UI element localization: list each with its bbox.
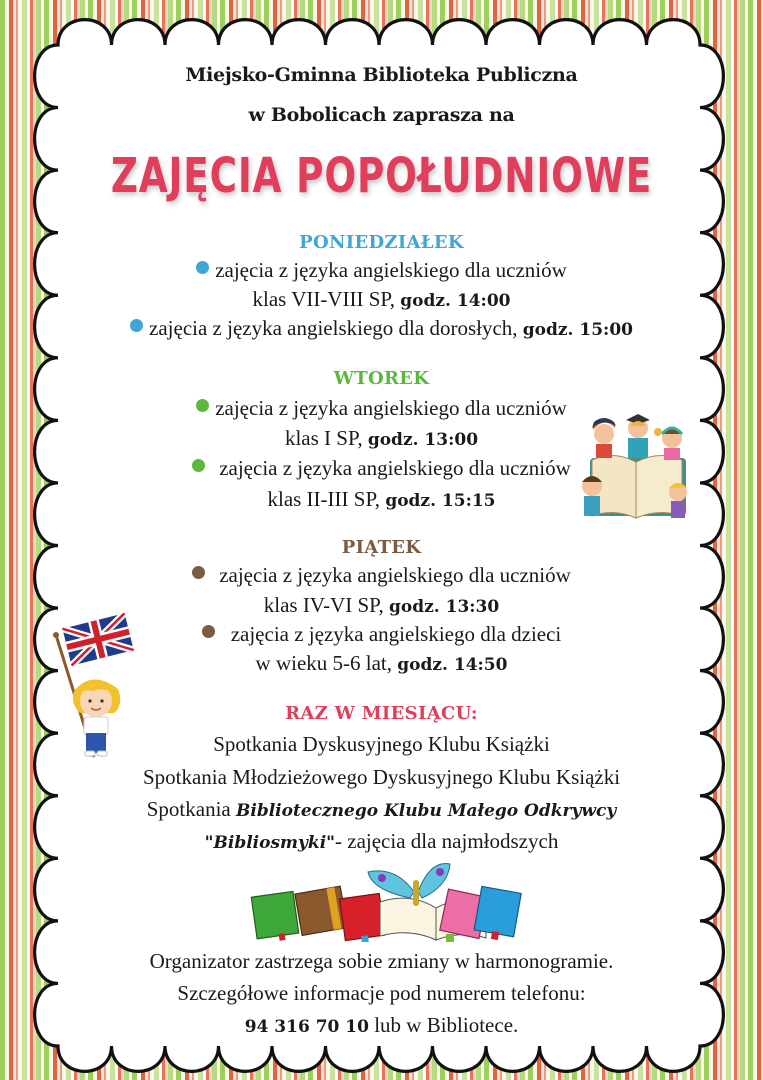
day-heading-monday: PONIEDZIAŁEK — [299, 232, 464, 253]
item-text: zajęcia z języka angielskiego dla uczniów — [219, 456, 571, 480]
item-text: klas VII-VIII SP, — [252, 287, 401, 311]
schedule-item-cont — [0, 287, 763, 312]
girl-with-flag-icon — [52, 613, 136, 759]
bullet-icon — [192, 459, 205, 472]
item-text: klas I SP, — [284, 426, 368, 450]
item-text: klas IV-VI SP, — [263, 593, 390, 617]
schedule-item — [0, 258, 763, 283]
day-heading-friday: PIĄTEK — [341, 537, 422, 558]
monthly-line-3 — [0, 797, 763, 822]
monthly-text: Spotkania — [146, 797, 236, 821]
item-time: godz. 13:00 — [367, 430, 479, 450]
books-and-butterfly-icon — [250, 860, 522, 942]
item-text: klas II-III SP, — [267, 487, 386, 511]
item-text: zajęcia z języka angielskiego dla uczniów — [215, 258, 567, 282]
schedule-item — [0, 563, 763, 588]
monthly-line-1: Spotkania Dyskusyjnego Klubu Książki — [213, 732, 550, 756]
item-time: godz. 15:15 — [385, 491, 496, 511]
footer-line-2: Szczegółowe informacje pod numerem telefonu: — [177, 981, 586, 1005]
club-name: Bibliotecznego Klubu Małego Odkrywcy — [236, 801, 617, 821]
phone-number: 94 316 70 10 — [244, 1017, 369, 1037]
item-text: zajęcia z języka angielskiego dla dzieci — [230, 622, 562, 646]
header-line-1: Miejsko-Gminna Biblioteka Publiczna — [185, 64, 578, 86]
item-text: zajęcia z języka angielskiego dla uczniów — [215, 396, 567, 420]
day-heading-tuesday: WTOREK — [333, 368, 430, 389]
item-time: godz. 14:00 — [400, 291, 511, 311]
club-nickname: "Bibliosmyki" — [204, 833, 336, 853]
header-line-2: w Bobolicach zaprasza na — [248, 104, 515, 126]
bullet-icon — [202, 625, 215, 638]
item-time: godz. 14:50 — [397, 655, 508, 675]
monthly-line-2: Spotkania Młodzieżowego Dyskusyjnego Klubu Książki — [142, 765, 621, 789]
kids-reading-book-icon — [578, 410, 696, 522]
bullet-icon — [192, 566, 205, 579]
monthly-text: - zajęcia dla najmłodszych — [335, 829, 559, 853]
footer-line-1: Organizator zastrzega sobie zmiany w harmonogramie. — [149, 949, 614, 973]
footer-text: lub w Bibliotece. — [368, 1013, 519, 1037]
schedule-item — [0, 316, 763, 341]
footer-line-3 — [0, 1013, 763, 1038]
item-text: zajęcia z języka angielskiego dla uczniów — [219, 563, 571, 587]
item-text: zajęcia z języka angielskiego dla dorosłych, — [149, 316, 523, 340]
item-text: w wieku 5-6 lat, — [255, 651, 398, 675]
monthly-line-4 — [0, 829, 763, 854]
bullet-icon — [196, 261, 209, 274]
monthly-heading: RAZ W MIESIĄCU: — [285, 703, 478, 724]
item-time: godz. 15:00 — [522, 320, 633, 340]
bullet-icon — [130, 319, 143, 332]
item-time: godz. 13:30 — [389, 597, 500, 617]
page-title: ZAJĘCIA POPOŁUDNIOWE — [110, 148, 653, 204]
bullet-icon — [196, 399, 209, 412]
